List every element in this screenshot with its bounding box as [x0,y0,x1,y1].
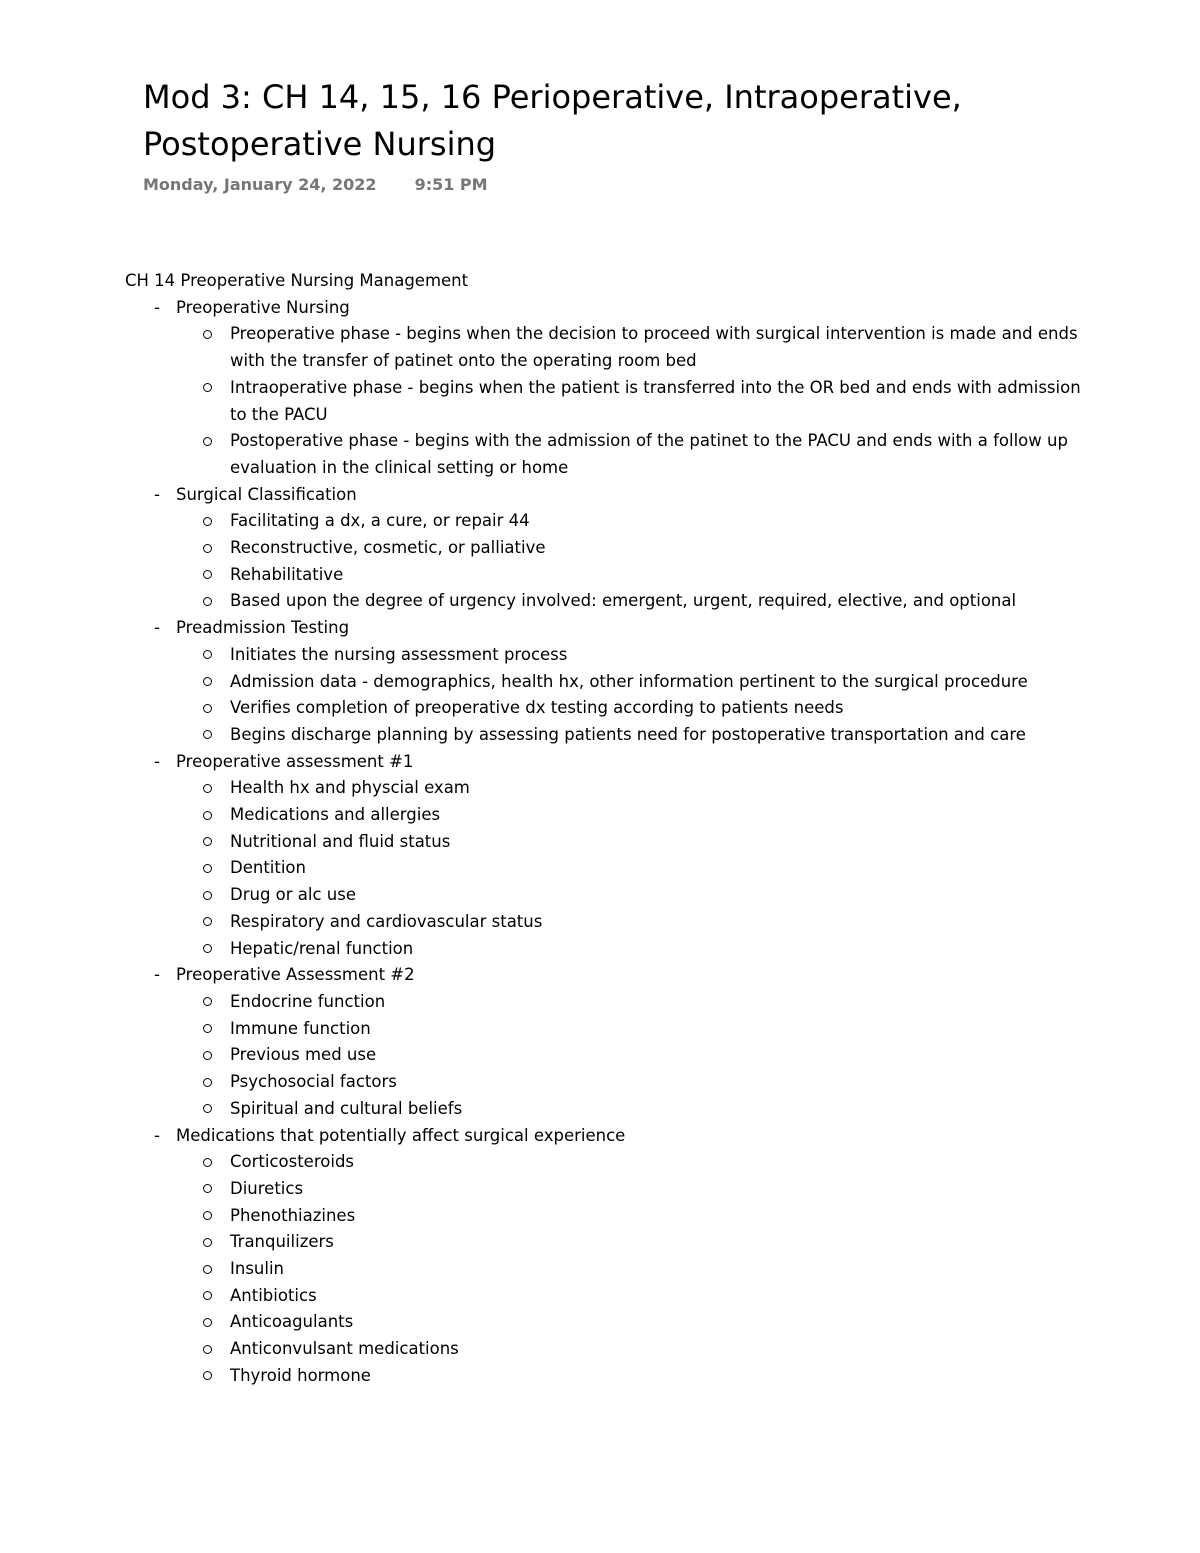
list-item [176,855,1085,882]
list-item-text: Thyroid hormone [230,1365,371,1385]
outline-section [125,962,1085,1122]
list-item-text: Preoperative phase - begins when the decision to proceed with surgical intervention is made and ends with the transfer of patinet onto the operating room bed [230,324,1078,371]
list-item [176,1363,1085,1390]
circle-bullet-icon [203,1211,212,1220]
list-item-text: Intraoperative phase - begins when the patient is transferred into the OR bed and ends with admission to the PACU [230,377,1081,424]
circle-bullet-icon [203,1024,212,1033]
list-item [176,1283,1085,1310]
list-item-text: Admission data - demographics, health hx, other information pertinent to the surgical procedure [230,671,1028,691]
circle-bullet-icon [203,1345,212,1354]
list-item-text: Hepatic/renal function [230,938,414,958]
outline-section [125,1123,1085,1390]
circle-bullet-icon [203,891,212,900]
outline-section [125,295,1085,482]
list-item-text: Diuretics [230,1178,304,1198]
list-item-text: Postoperative phase - begins with the admission of the patinet to the PACU and ends with a follow up evaluation in the clinical setting or home [230,431,1068,477]
list-item-text: Based upon the degree of urgency involved: emergent, urgent, required, elective, and optional [230,591,1017,611]
dash-bullet-icon: - [154,965,160,985]
circle-bullet-icon [203,1238,212,1247]
circle-bullet-icon [203,677,212,686]
list-item-text: Respiratory and cardiovascular status [230,911,543,931]
list-item [176,508,1085,535]
dash-bullet-icon: - [154,297,160,317]
list-item [176,909,1085,936]
list-item [176,562,1085,589]
circle-bullet-icon [203,1051,212,1060]
circle-bullet-icon [203,1184,212,1193]
circle-bullet-icon [203,383,212,392]
list-item-text: Psychosocial factors [230,1072,397,1092]
list-item-text: Begins discharge planning by assessing patients need for postoperative transportation and care [230,724,1026,744]
list-item-text: Corticosteroids [230,1152,355,1172]
list-item [176,722,1085,749]
circle-bullet-icon [203,730,212,739]
sub-list [176,775,1085,962]
outline-section [125,749,1085,963]
list-item-text: Spiritual and cultural beliefs [230,1098,463,1118]
dash-bullet-icon: - [154,1125,160,1145]
list-item [176,1069,1085,1096]
sub-list [176,1149,1085,1389]
circle-bullet-icon [203,997,212,1006]
note-time: 9:51 PM [414,175,488,194]
circle-bullet-icon [203,944,212,953]
section-label: Surgical Classification [176,484,357,504]
list-item [176,1256,1085,1283]
list-item-text: Nutritional and fluid status [230,831,451,851]
circle-bullet-icon [203,1265,212,1274]
list-item-text: Antibiotics [230,1285,317,1305]
list-item-text: Health hx and physcial exam [230,778,470,798]
circle-bullet-icon [203,811,212,820]
page-title: Mod 3: CH 14, 15, 16 Perioperative, Intraoperative, Postoperative Nursing [143,78,962,163]
list-item [176,775,1085,802]
list-item-text: Anticonvulsant medications [230,1339,459,1359]
list-item-text: Drug or alc use [230,885,357,905]
list-item [176,1149,1085,1176]
list-item-text: Phenothiazines [230,1205,356,1225]
list-item [176,642,1085,669]
list-item-text: Anticoagulants [230,1312,354,1332]
list-item-text: Reconstructive, cosmetic, or palliative [230,538,546,558]
note-date: Monday, January 24, 2022 [143,175,377,194]
circle-bullet-icon [203,544,212,553]
circle-bullet-icon [203,517,212,526]
list-item [176,1096,1085,1123]
list-item [176,1042,1085,1069]
circle-bullet-icon [203,1104,212,1113]
note-timestamp [143,175,488,194]
list-item [176,1203,1085,1230]
list-item-text: Medications and allergies [230,805,441,825]
list-item-text: Insulin [230,1259,285,1279]
circle-bullet-icon [203,330,212,339]
circle-bullet-icon [203,1158,212,1167]
list-item [176,588,1085,615]
list-item-text: Verifies completion of preoperative dx testing according to patients needs [230,698,844,718]
list-item [176,535,1085,562]
circle-bullet-icon [203,650,212,659]
list-item [176,695,1085,722]
list-item [176,829,1085,856]
circle-bullet-icon [203,1291,212,1300]
circle-bullet-icon [203,704,212,713]
list-item-text: Tranquilizers [230,1232,334,1252]
section-label: Medications that potentially affect surgical experience [176,1125,626,1145]
list-item [176,1309,1085,1336]
section-label: Preoperative assessment #1 [176,751,414,771]
section-label: Preoperative Nursing [176,297,350,317]
section-heading: CH 14 Preoperative Nursing Management [125,271,469,290]
dash-bullet-icon: - [154,484,160,504]
sub-list [176,642,1085,749]
sub-list [176,508,1085,615]
circle-bullet-icon [203,1318,212,1327]
circle-bullet-icon [203,1371,212,1380]
circle-bullet-icon [203,570,212,579]
outline-section [125,482,1085,616]
list-item-text: Rehabilitative [230,564,344,584]
list-item [176,1016,1085,1043]
list-item [176,428,1085,481]
note-body[interactable] [125,268,1085,1390]
circle-bullet-icon [203,837,212,846]
circle-bullet-icon [203,597,212,606]
list-item-text: Dentition [230,858,306,878]
list-item [176,1229,1085,1256]
sub-list [176,989,1085,1123]
list-item [176,669,1085,696]
list-item [176,882,1085,909]
list-item [176,1176,1085,1203]
list-item [176,1336,1085,1363]
list-item-text: Previous med use [230,1045,377,1065]
list-item [176,802,1085,829]
sub-list [176,321,1085,481]
list-item-text: Facilitating a dx, a cure, or repair 44 [230,511,530,531]
circle-bullet-icon [203,784,212,793]
list-item [176,989,1085,1016]
list-item-text: Initiates the nursing assessment process [230,644,568,664]
circle-bullet-icon [203,864,212,873]
dash-bullet-icon: - [154,751,160,771]
section-label: Preadmission Testing [176,618,350,638]
circle-bullet-icon [203,437,212,446]
outline-list [125,295,1085,1390]
list-item-text: Endocrine function [230,991,386,1011]
circle-bullet-icon [203,917,212,926]
list-item-text: Immune function [230,1018,371,1038]
section-label: Preoperative Assessment #2 [176,965,415,985]
list-item [176,375,1085,428]
list-item [176,936,1085,963]
circle-bullet-icon [203,1078,212,1087]
dash-bullet-icon: - [154,618,160,638]
list-item [176,321,1085,374]
outline-section [125,615,1085,749]
